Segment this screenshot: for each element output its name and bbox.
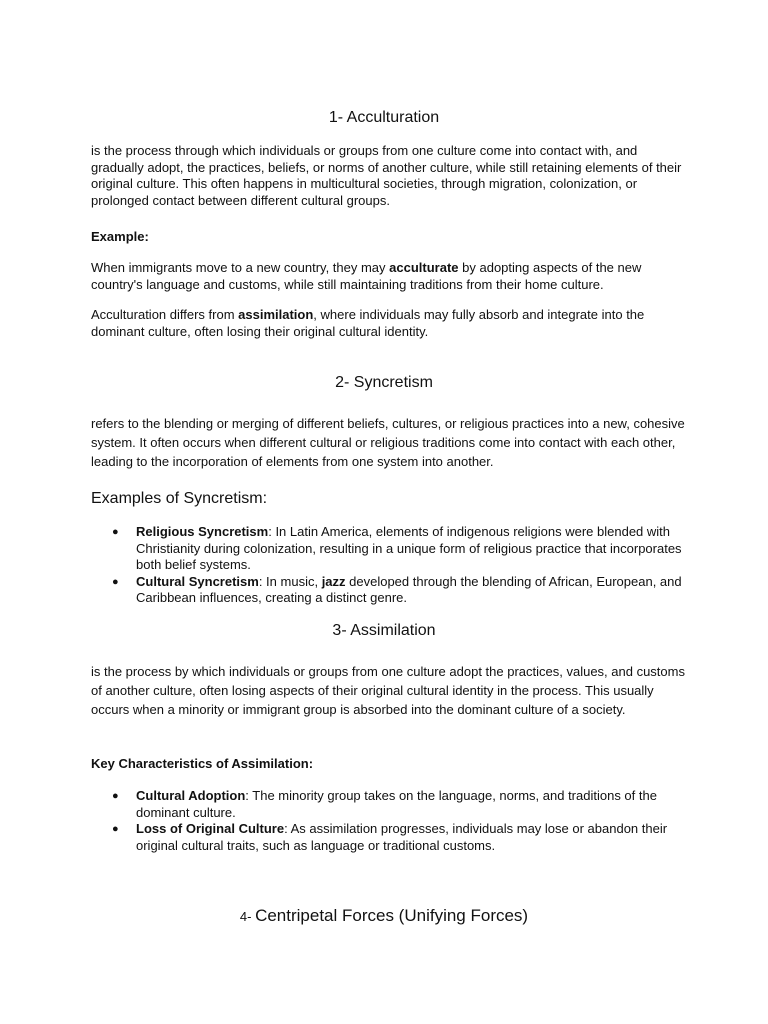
heading-number: 4- — [239, 909, 256, 924]
bullet-icon: ● — [112, 526, 119, 538]
heading-acculturation — [0, 109, 768, 127]
heading-number: 2- — [335, 374, 354, 391]
heading-title: Centripetal Forces (Unifying Forces) — [255, 906, 529, 925]
heading-syncretism — [0, 374, 768, 392]
bullet-icon: ● — [112, 575, 119, 588]
bullet-icon: ● — [112, 823, 119, 835]
bullet-icon: ● — [112, 790, 119, 802]
acculturation-definition: is the process through which individuals or groups from one culture come into contact with, and gradually adopt, the practices, beliefs, or norms of another culture, while still retaining elements of their original culture. This often happens in multicultural societies, through migration, colonization, or prolonged contact between different cultural groups. — [91, 143, 682, 208]
list-item: ● Cultural Syncretism: In music, jazz developed through the blending of African, European, and Caribbean influences, creating a distinct genre. — [112, 573, 682, 605]
example-label: Example: — [91, 229, 149, 244]
assimilation-characteristics-list — [91, 788, 691, 854]
list-item: ● Loss of Original Culture: As assimilation progresses, individuals may lose or abandon their original cultural traits, such as language or traditional customs. — [112, 821, 668, 853]
heading-centripetal-forces — [0, 906, 768, 926]
acculturation-example: When immigrants move to a new country, they may acculturate by adopting aspects of the new country's language and customs, while still maintaining traditions from their home culture. — [91, 260, 642, 292]
key-characteristics-label: Key Characteristics of Assimilation: — [91, 756, 314, 771]
heading-assimilation — [0, 622, 768, 640]
heading-title: Assimilation — [350, 622, 436, 639]
list-item: ● Cultural Adoption: The minority group takes on the language, norms, and traditions of the dominant culture. — [112, 788, 657, 820]
syncretism-examples-list — [91, 524, 691, 607]
heading-title: Acculturation — [346, 109, 440, 126]
list-item: ● Religious Syncretism: In Latin America, elements of indigenous religions were blended with Christianity during colonization, resulting in a unique form of religious practice that incorporates both belief systems. — [112, 524, 682, 572]
examples-of-syncretism-heading: Examples of Syncretism: — [91, 490, 268, 507]
syncretism-definition: refers to the blending or merging of different beliefs, cultures, or religious practices into a new, cohesive system. It often occurs when different cultural or religious traditions come into contact with each other, leading to the incorporation of elements from one system into another. — [91, 416, 685, 469]
heading-number: 3- — [332, 622, 351, 639]
assimilation-definition: is the process by which individuals or groups from one culture adopt the practices, values, and customs of another culture, often losing aspects of their original cultural identity in the process. This usually occurs when a minority or immigrant group is absorbed into the dominant culture of a society. — [91, 664, 685, 717]
heading-number: 1- — [328, 109, 347, 126]
acculturation-difference: Acculturation differs from assimilation, where individuals may fully absorb and integrate into the dominant culture, often losing their original cultural identity. — [91, 307, 645, 339]
heading-title: Syncretism — [353, 374, 433, 391]
